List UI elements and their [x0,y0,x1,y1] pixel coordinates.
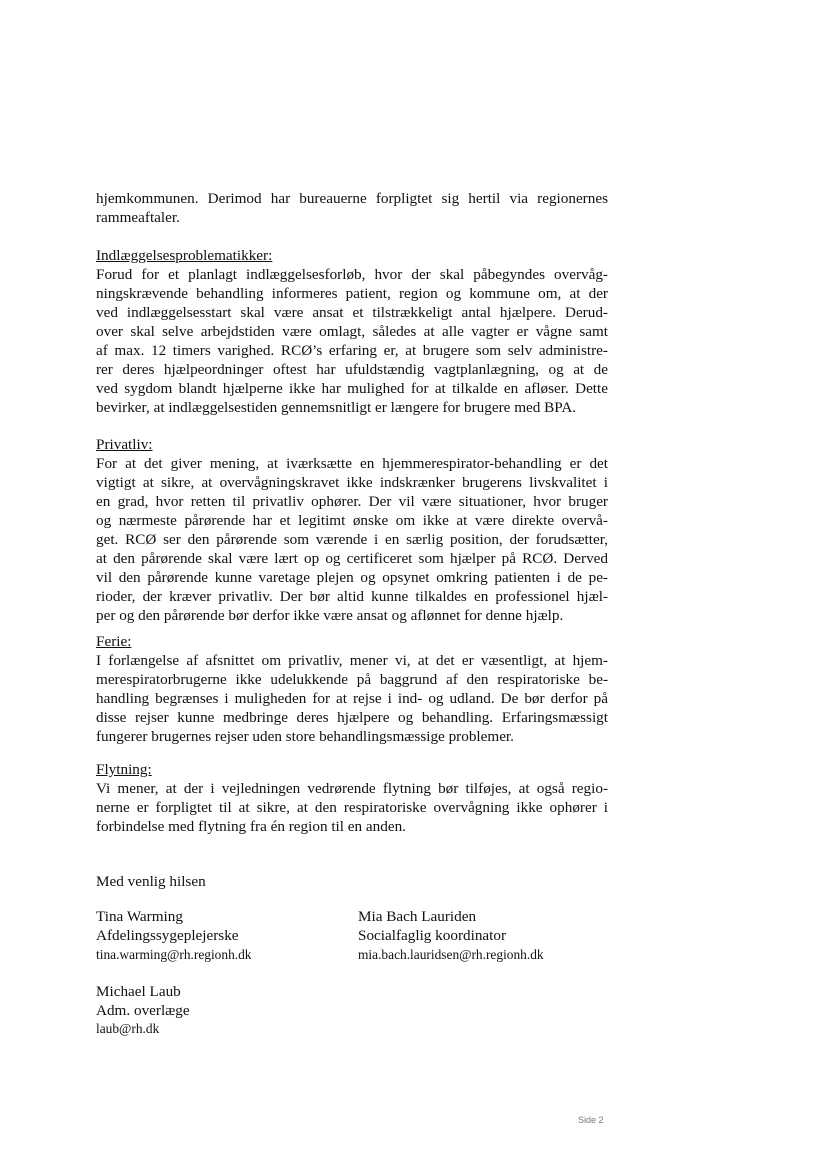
intro-line: rammeaftaler. [96,209,180,226]
section-heading-flytning: Flytning: [96,761,152,778]
section-heading-ferie: Ferie: [96,633,132,650]
paragraph-line: og nærmeste pårørende har et legitimt ønske om ikke at være direkte overvå- [96,512,608,529]
paragraph-line: Vi mener, at der i vejledningen vedrørende flytning bør tilføjes, at også regio- [96,780,608,797]
paragraph-line: get. RCØ ser den pårørende som værende i en særlig position, der forudsætter, [96,531,608,548]
signatory-name: Mia Bach Lauriden [358,908,477,925]
paragraph-line: en grad, hvor retten til privatliv ophører. Der vil være situationer, hvor bruger [96,493,608,510]
paragraph-line: Forud for et planlagt indlæggelsesforløb, hvor der skal påbegyndes overvåg- [96,266,608,283]
paragraph-line: vil den pårørende kunne varetage plejen og opsynet omkring patienten i de pe- [96,569,608,586]
signatory-name: Michael Laub [96,983,181,1000]
paragraph-line: forbindelse med flytning fra én region til en anden. [96,818,406,835]
paragraph-line: For at det giver mening, at iværksætte en hjemmerespirator-behandling er det [96,455,608,472]
paragraph-line: rioder, der kræver privatliv. Der bør altid kunne tilkaldes en professionel hjæl- [96,588,608,605]
paragraph-line: bevirker, at indlæggelsestiden gennemsnitligt er længere for brugere med BPA. [96,399,577,416]
paragraph-line: merespiratorbrugerne ikke udelukkende på baggrund af den respiratoriske be- [96,671,608,688]
page-number: Side 2 [578,1115,604,1125]
paragraph-line: nerne er forpligtet til at sikre, at den respiratoriske overvågning ikke ophører i [96,799,608,816]
paragraph-line: fungerer brugernes rejser uden store behandlingsmæssige problemer. [96,728,514,745]
paragraph-line: vigtigt at sikre, at overvågningskravet ikke indskrænker brugerens livskvalitet i [96,474,608,491]
intro-line: hjemkommunen. Derimod har bureauerne forpligtet sig hertil via regionernes [96,190,608,207]
paragraph-line: handling begrænses i muligheden for at rejse i ind- og udland. De bør derfor på [96,690,608,707]
signatory-title: Socialfaglig koordinator [358,927,507,944]
signatory-title: Adm. overlæge [96,1002,190,1019]
signatory-email-link[interactable]: mia.bach.lauridsen@rh.regionh.dk [358,947,544,962]
paragraph-line: at den pårørende skal være lært op og certificeret som hjælper på RCØ. Derved [96,550,608,567]
paragraph-line: ningskrævende behandling informeres patient, region og kommune om, at der [96,285,608,302]
section-heading-privatliv: Privatliv: [96,436,153,453]
paragraph-line: disse rejser kunne medbringe deres hjælpere og behandling. Erfaringsmæssigt [96,709,608,726]
paragraph-line: ved indlæggelsesstart skal være ansat et tilstrækkeligt antal hjælpere. Derud- [96,304,608,321]
signatory-name: Tina Warming [96,908,183,925]
signatory-email-link[interactable]: tina.warming@rh.regionh.dk [96,947,252,962]
paragraph-line: per og den pårørende bør derfor ikke være ansat og aflønnet for denne hjælp. [96,607,564,624]
paragraph-line: over skal selve arbejdstiden være omlagt, således at alle vagter er vågne samt [96,323,608,340]
paragraph-line: I forlængelse af afsnittet om privatliv, mener vi, at det er væsentligt, at hjem- [96,652,608,669]
paragraph-line: af max. 12 timers varighed. RCØ’s erfaring er, at brugere som selv administre- [96,342,608,359]
closing-greeting: Med venlig hilsen [96,873,206,890]
signatory-email-link[interactable]: laub@rh.dk [96,1021,160,1036]
paragraph-line: rer deres hjælpeordninger oftest har ufuldstændig vagtplanlægning, og at de [96,361,608,378]
paragraph-line: ved sygdom blandt hjælperne ikke har mulighed for at tilkalde en afløser. Dette [96,380,608,397]
section-heading-indlaeggelse: Indlæggelsesproblematikker: [96,247,273,264]
signatory-title: Afdelingssygeplejerske [96,927,239,944]
